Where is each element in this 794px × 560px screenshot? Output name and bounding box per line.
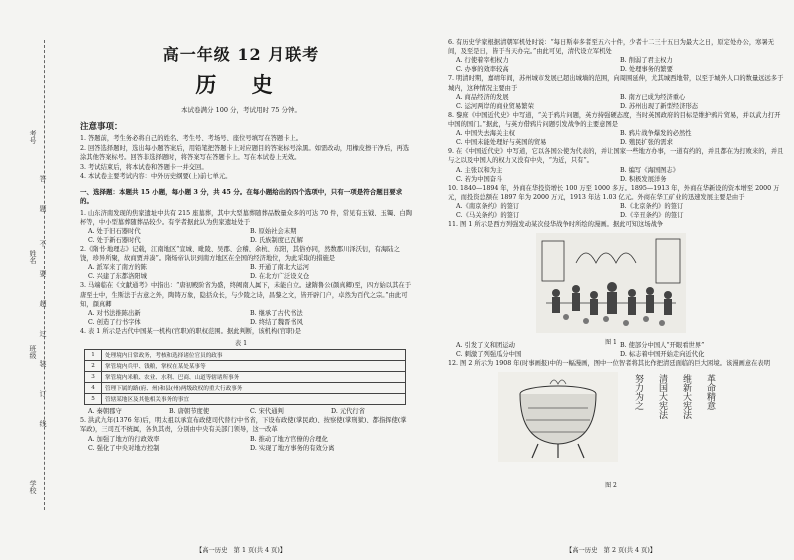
figure-1-cartoon: [536, 233, 686, 347]
option: A. 行使着宰相权力: [456, 57, 509, 65]
table-cell: 管辖某地区及其他相关事务的事宜: [102, 394, 406, 405]
question-2: 2.《隋书·地理志》记载，江南地区“宣城、毗陵、吴郡、会稽、余杭、东阳，其俗亦同，然数郡川泽沃衍，有海陆之饶，珍异所聚，故商贾并凑”。隋炀帝认识到南方地区在全国的经济地位，为此采取的措施是: [80, 245, 400, 263]
table-row: 2 掌管境内兵甲、钱粮，掌权在某处某事等: [85, 361, 406, 372]
question-6-options: [456, 56, 784, 74]
option: B. 使部分中国人“开眼看世界”: [620, 342, 705, 350]
table-row: 4 管理下属的路(府、州)和县(州)两级政权的重大行政事务: [85, 383, 406, 394]
figure-2-caption: 图 2: [605, 482, 617, 490]
option: D. 元代行省: [331, 408, 366, 416]
option: A. 处于旧石器时代: [88, 227, 141, 235]
cut-char: 过: [39, 330, 47, 337]
binding-margin: [0, 0, 58, 560]
question-3-options: [88, 309, 412, 327]
option: D. 标志着中国开始走向近代化: [620, 351, 705, 359]
question-9-options: [456, 166, 784, 184]
school-label: 学校: [29, 480, 37, 494]
name-label: 姓名: [29, 250, 37, 264]
option: B. 继承了古代书法: [250, 309, 303, 317]
option: C. 宋代通判: [250, 408, 284, 416]
figure-2-text: 清国大宪法: [657, 374, 667, 420]
cut-char: 题: [39, 205, 47, 212]
option: B. 南方已成为经济重心: [620, 93, 686, 101]
option: A. 主张以和为主: [456, 166, 503, 174]
option: D. 终结了魏晋书风: [250, 318, 303, 326]
option: A. 商品经济的发展: [456, 93, 509, 101]
cut-char: 超: [39, 300, 47, 307]
option: B. 推动了地方官僚的合理化: [250, 435, 328, 443]
question-4: 4. 表 1 所示是古代中国某一机构(官职)的职权范围。据此判断，该机构(官职)是: [80, 327, 302, 335]
question-1: 1. 山东济南发现的焦家遗址中共有 215 座墓葬，其中大型墓葬随葬品数量众多的可达 70 件，常见有玉钺、玉镯、白陶杯等，中小型墓葬随葬品较少。有学者据此认为焦家遗址处于: [80, 209, 413, 226]
figure-2-text: 革命精意: [705, 374, 715, 411]
question-8-options: [456, 129, 784, 147]
notice-item: 1. 答题前，考生务必将自己的姓名、考生号、考场号、座位号填写在答题卡上。: [80, 135, 303, 142]
option: D. 殖民扩张的需求: [620, 139, 673, 147]
question-9: 9. 在《中国近代史》中写道，它以各国公使为代表的，并让国家一些地方办事，一道有约的，并且都在为打败来的，并且与之以及中国人的权力又没有中央，“为近，只有”。: [448, 148, 784, 165]
notice-item: 4. 本试卷主要考试内容：中外历史纲要(上)前七单元。: [80, 173, 232, 180]
table-cell: 处理境内日常政务，考核和选择诸位官员的政事: [102, 350, 406, 361]
exam-page-1: [60, 0, 422, 560]
table-cell: 掌管境内兵甲、钱粮，掌权在某处某事等: [102, 361, 406, 372]
option: D. 苏州出现了新型经济形态: [620, 102, 699, 110]
notice-heading: 注意事项：: [80, 122, 123, 132]
page-footer: 【高一历史 第 1 页(共 4 页)】: [195, 547, 287, 554]
question-4-options: [88, 407, 412, 416]
option: C. 办事的效率较高: [456, 66, 509, 74]
option: B. 唐朝节度使: [169, 408, 210, 416]
option: A. 中国失去海关主权: [456, 130, 515, 138]
question-5-options: [88, 435, 412, 453]
option: C. 刺激了列强瓜分中国: [456, 351, 522, 359]
question-10: 10. 1840—1894 年，外商在华投资增长 100 万至 1000 多万。1895—1913 年，外商在华新设的资本增至 2000 万元，而投资总额在 1897 年为 2000 万元，1913 年达 1.03 亿元。外商在华工矿业的迅速发展主要是由于: [448, 184, 780, 201]
option: A. 秦朝郡守: [88, 408, 122, 416]
table-row: 5 管辖某地区及其他相关事务的事宜: [85, 394, 406, 405]
option: D. 实现了地方事务的有效分离: [250, 444, 335, 452]
option: D. 积极发展洋务: [620, 175, 667, 183]
option: C. 创造了行书字体: [88, 318, 141, 326]
section-heading: 一、选择题：本题共 15 小题，每小题 3 分，共 45 分。在每小题给出的四个选项中，只有一项是符合题目要求的。: [80, 187, 403, 205]
notice-list: [60, 134, 422, 182]
notice-item: 3. 考试结束后，将本试卷和答题卡一并交回。: [80, 163, 208, 171]
option: B. 原始社会末期: [250, 227, 297, 235]
option: A. 引发了义和团运动: [456, 342, 515, 350]
option: D.《辛丑条约》的签订: [620, 212, 684, 220]
cauldron-illustration: [498, 372, 618, 462]
option: A. 加强了地方的行政效率: [88, 435, 160, 443]
option: B.《北京条约》的签订: [620, 203, 684, 211]
question-7-options: [456, 93, 784, 111]
question-5: 5. 洪武九年(1376 年)后，明太祖以承宣布政使司代替行中书省，下设布政使(掌民政)、按察使(掌刑狱)、都指挥使(掌军政)，三司互不统属，各负其责，分别由中央有关部门领导，这一改革: [80, 417, 407, 434]
option: B. 编写《海国图志》: [620, 166, 680, 174]
notice-item: 2. 回答选择题时，选出每小题答案后，用铅笔把答题卡上对应题目的答案标号涂黑。如需改动，用橡皮擦干净后，再选涂其他答案标号。回答非选择题时，将答案写在答题卡上。写在本试卷上无效。: [80, 144, 410, 161]
option: D. 在北方广泛设义仓: [250, 273, 310, 281]
option: C. 若为中国奋斗: [456, 175, 503, 183]
exam-subject: 历 史: [195, 72, 287, 97]
table-row: 3 掌管境内米粮、农业、水利、巴商、山道等辖诸所事务: [85, 372, 406, 383]
option: D. 处理事务的繁要: [620, 66, 673, 74]
figure-1-caption: 图 1: [605, 339, 617, 347]
cut-char: 线: [39, 420, 47, 427]
page-footer: 【高一历史 第 2 页(共 4 页)】: [565, 547, 657, 554]
option: A. 派军来了南方的陈: [88, 264, 147, 272]
question-12: 12. 图 2 所示为 1908 年(时事画报)中的一幅漫画，图中一位智者将其比作把清廷面临的巨大困境。该漫画意在表明: [448, 360, 771, 368]
cut-char: 要: [39, 270, 47, 277]
question-2-options: [88, 263, 412, 281]
table-row: 1 处理境内日常政务，考核和选择诸位官员的政事: [85, 350, 406, 361]
cartoon-crowd-illustration: [536, 233, 686, 333]
cut-char: 装: [39, 360, 47, 367]
exam-page-2: [428, 0, 794, 560]
question-8: 8. 黎庶《中国近代史》中写道，“关于鸦片问题，英方持强硬态度，当时英国政府的目标是维护鸦片贸易，并以武力打开中国的国门。”据此，与英方借鸦片问题引发战争的主要意图是: [448, 111, 781, 129]
exam-meta: 本试卷满分 100 分，考试用时 75 分钟。: [181, 106, 301, 114]
question-6: 6. 有历史学家根据清朝军机处时说：“每日斯奉多者至五六十件，少者十二三十五日为最大之日，原定处办公，寒暑无间，及至是日，皆于当天办完。”由此可见，清代设立军机处: [448, 39, 775, 56]
option: A. 对书法推陈出新: [88, 309, 141, 317]
cut-char: 答: [39, 175, 47, 182]
table-cell: 掌管境内米粮、农业、水利、巴商、山道等辖诸所事务: [102, 372, 406, 383]
cut-char: 订: [39, 390, 47, 397]
cut-char: 不: [39, 240, 47, 247]
figure-2-text: 维新大宪法: [681, 374, 691, 420]
question-11: 11. 图 1 所示是西方列强发动某次侵华战争时所绘的漫画。据此可知这场战争: [448, 221, 664, 229]
table-caption: 表 1: [234, 340, 248, 348]
question-7: 7. 明清时期，嘉靖年间，苏州城市发展已超出城墙的范围，向周围延伸，尤其城西地带，以至于城外人口的数量远远多于城内，这种情况主要由于: [448, 75, 784, 92]
table-1: [84, 349, 406, 405]
question-3: 3. 马端临在《文献通考》中指出：“唐初殿阶省为盛，终阙南人属下，未能自立。逮隋鲁公(颜真卿)至，四方始以其在于唐至士中，生斯法于古意之外，陶铸万象，隐括众长，与少陵之诗，昌黎之文，皆开辟门户，卓然为百代之宗。”由此可知，颜真卿: [80, 282, 411, 308]
option: C. 运河两岸的商业贸易繁荣: [456, 102, 534, 110]
option: A.《南京条约》的签订: [456, 203, 520, 211]
exam-title: 高一年级 12 月联考: [162, 45, 320, 64]
option: B. 削弱了君主权力: [620, 57, 673, 65]
option: B. 鸦片战争爆发的必然性: [620, 130, 692, 138]
exam-number-label: 考号: [29, 130, 37, 144]
figure-2-cartoon: [498, 372, 738, 480]
option: C.《马关条约》的签订: [456, 212, 520, 220]
option: C. 中国未能处理好与英国的贸易: [456, 139, 547, 147]
option: C. 处于新石器时代: [88, 236, 141, 244]
class-label: 班级: [29, 345, 37, 359]
option: C. 强化了中央对地方控制: [88, 444, 160, 452]
option: B. 开通了南北大运河: [250, 264, 310, 272]
table-cell: 管理下属的路(府、州)和县(州)两级政权的重大行政事务: [102, 383, 406, 394]
option: C. 兴建了东都洛阳城: [88, 273, 147, 281]
figure-2-text: 努力为之: [633, 374, 643, 411]
option: D. 氏族制度已瓦解: [250, 236, 303, 244]
question-10-options: [456, 202, 784, 220]
question-1-options: [88, 227, 412, 245]
